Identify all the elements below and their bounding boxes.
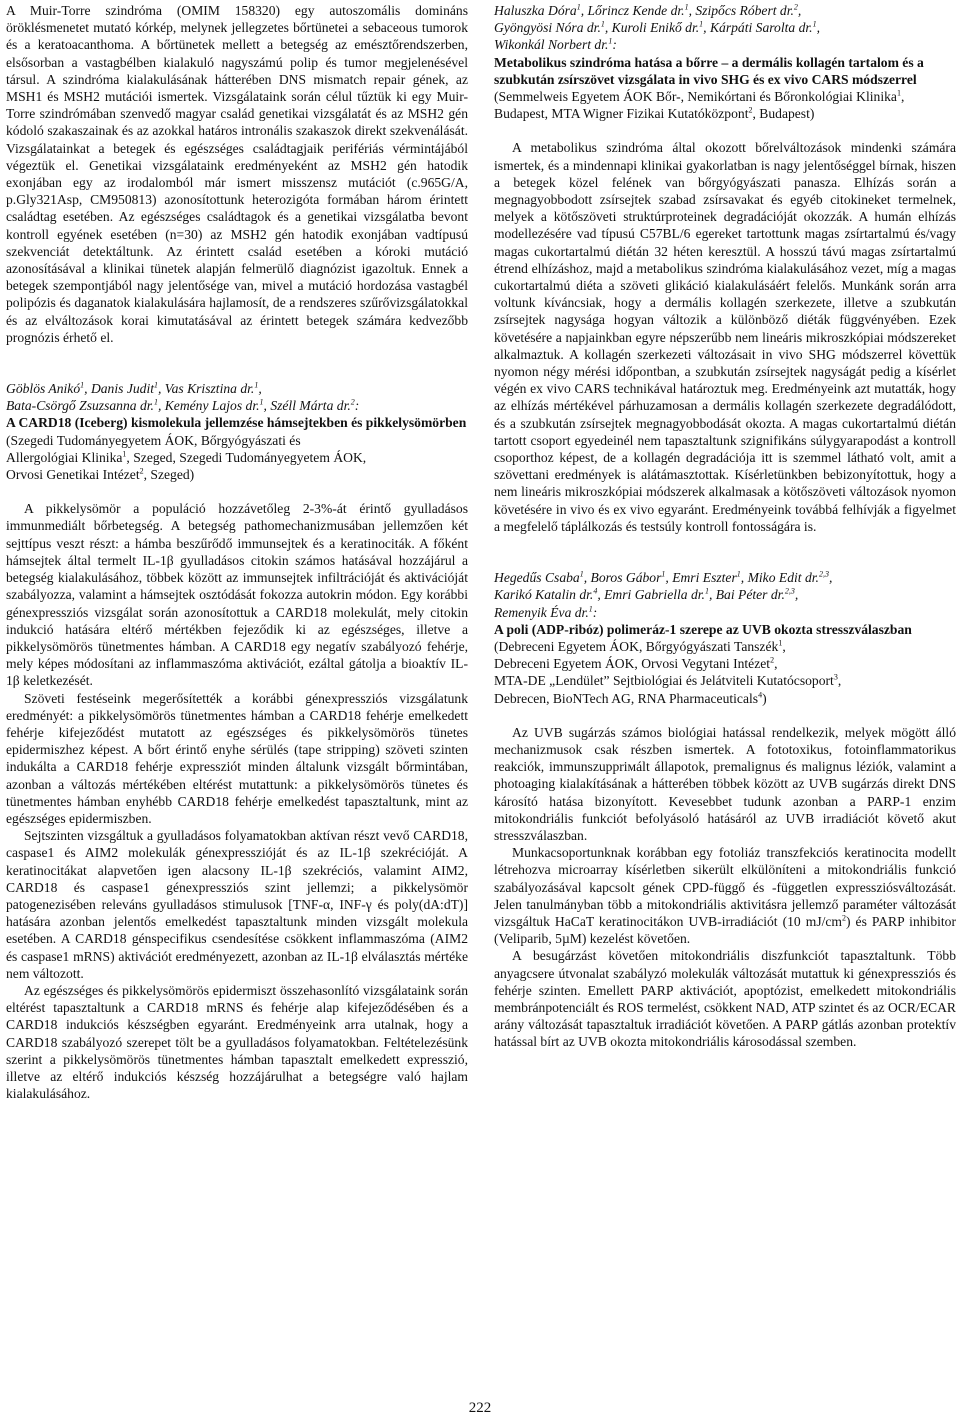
author-name: , Vas Krisztina dr.	[158, 381, 255, 397]
affiliation-line: ,	[774, 656, 778, 672]
affiliation-marker: 1	[684, 2, 689, 12]
affiliation-line: , Szeged)	[143, 467, 195, 483]
affiliation-line: Orvosi Genetikai Intézet	[6, 467, 140, 483]
affiliation-line: , Budapest)	[752, 106, 815, 122]
author-name: Wikonkál Norbert dr.	[494, 37, 609, 53]
abstract-muir-torre-text: A Muir-Torre szindróma (OMIM 158320) egy autoszomális domináns öröklésmenetet mutató kórkép, melynek jellegzetes bőrtünetei a sebaceous tumorok és a keratoacanthoma. A bőrtünetek mellett a betegség az emésztőrendszerben, elsősorban a vastagbélben kialakuló nagyszámú polip és tumor megjelenésével társul. A szindróma kialakulásának hátterében DNS mismatch repair gének, az MSH1 és MSH2 mutációi ismertek. Vizsgálataink során célul tűztük ki egy Muir-Torre szindrómában szenvedő magyar család genetikai vizsgálatát és az MSH2 gén kódoló szakaszainak és az azokkal határos intronális szakaszok direkt szekvenálását. Vizsgálatainkat a betegek és egészséges családtagjaik perifériás vérmintájából végeztük el. Genetikai vizsgálataink eredményeként az MSH2 gén hatodik exonjában egy az irodalomból már ismert misszensz mutációt (c.965G/A, p.Gly321Asp, CM950813) azonosítottunk heterozigóta formában három érintett családtag esetében. Az egészséges családtagok és a genetikai vizsgálatba bevont kontroll egyének esetében (n=30) az MSH2 gén hatodik exonjában vadtípusú szekvenciát detektáltunk. Az érintett család esetében a kóroki mutáció azonosításával a klinikai tünetek alapján felmerülő diagnózist igazoltuk. Ennek a betegek szempontjából nagy jelentősége van, mivel a mutáció hordozása vastagbél polipózis és daganatok kialakulására hajlamosít, de a rendszeres szűrővizsgálatokkal és az elváltozások korai kimutatásával az érintett betegek számára kedvezőbb prognózis érhető el.	[6, 3, 468, 345]
affiliation-marker: 1	[608, 36, 613, 46]
affiliation-line: ,	[782, 638, 786, 654]
affiliation-marker: 1	[736, 569, 741, 579]
author-name: Gyöngyösi Nóra dr.	[494, 20, 601, 36]
abstract-parp-paragraph: Az UVB sugárzás számos biológiai hatással rendelkezik, melyek mögött álló mechanizmusok csak részben ismertek. A fototoxikus, fotoinflammatorikus reakciók, immunszuppriмált állapotok, premalignus és malignus léziók, valamint a photoaging kialakításának a hátterében többek között az UVB sugárzás direkt DNS károsító hatása bizonyított. Kevesebbet tudunk azonban a PARP-1 enzim mitokondriális funkciót befolyásoló hatásáról az UVB irradiációt követő akut stresszválaszban.	[494, 724, 956, 843]
author-name: Hegedűs Csaba	[494, 570, 580, 586]
affiliation-metabolic	[494, 88, 956, 122]
spacer	[494, 707, 956, 724]
affiliation-line: (Szegedi Tudományegyetem ÁOK, Bőrgyógyászati és	[6, 432, 301, 448]
author-end: :	[592, 604, 598, 620]
spacer	[6, 346, 468, 380]
author-name: Karikó Katalin dr.	[494, 587, 594, 603]
author-end: :	[612, 37, 617, 53]
affiliation-line: ,	[837, 673, 842, 689]
author-name: , Lőrincz Kende dr.	[580, 3, 685, 18]
affiliation-line: Allergológiai Klinika	[6, 449, 123, 465]
author-name: , Szipőcs Róbert dr.	[688, 3, 794, 18]
affiliation-marker: 2	[350, 397, 355, 407]
left-column	[6, 2, 468, 1102]
author-name: , Danis Judit	[84, 381, 154, 397]
abstract-card18-paragraph: Szöveti festéseink megerősítették a korábbi génexpressziós vizsgálatunk eredményét: a pikkelysömörös tünetmentes hámban a CARD18 fehérje emelkedett fehérje kifejeződést mutatott az egészséges és pikkelysömörös tünetes epidermiszhez képest. A bőrt érintő enyhe sérülés (tape stripping) szöveti szinten indukálta a CARD18 fehérje expressziót minden általunk vizsgált bőrmintában, azonban a változás mértékében eltérést mutattunk: a pikkelysömörös tünetes és tünetmentes hámban enyhébb CARD18 fehérje emelkedést tapasztaltunk, mint az egészséges epidermiszben.	[6, 690, 468, 826]
affiliation-line: Debreceni Egyetem ÁOK, Orvosi Vegytani Intézet	[494, 656, 771, 672]
affiliation-marker: 1	[122, 449, 127, 459]
author-name: , Boros Gábor	[583, 570, 662, 586]
author-end: :	[354, 398, 360, 414]
affiliation-marker: 2,3	[818, 569, 829, 579]
affiliation-line: , Budapest, MTA Wigner Fizikai Kutatóközpont	[494, 89, 905, 122]
abstract-card18-paragraph: A pikkelysömör a populáció hozzávetőleg 2-3%-át érintő gyulladásos immunmediált bőrbetegség. A betegség pathomechanizmusában jellemzően két sejttípus veszt részt: a hámba beszűrődő immunsejtek és a keratinociták. A főként hámsejtek által termelt IL-1β gyulladásos citokin számos hatásával hozzájárul a betegség kialakulásához, többek között az immunsejtek infiltrációját és aktivációját szabályozza, valamint a hámsejtek osztódását fokozza autokrin módon. Egy korábbi génexpressziós vizsgálat során azonosítottuk a CARD18 molekulát, mely citokin indukció hatására eltérő mértékben fejeződik ki az egészséges, illetve a pikkelysömörös tünetmentes hámban. A CARD18 egy negatív szabályozó fehérje, mely képes módosítani az inflammaszóma aktivációt, ezáltal gátolja a bioaktív IL-1β keletkezését.	[6, 501, 468, 689]
affiliation-marker: 1	[259, 397, 264, 407]
author-name: , Széll Márta dr.	[263, 398, 351, 414]
author-name: , Kuroli Enikő dr.	[604, 20, 700, 36]
affiliation-marker: 4	[593, 586, 598, 596]
affiliation-line: , Szeged, Szegedi Tudományegyetem ÁOK,	[126, 449, 367, 465]
authors-card18: Göblös Anikó$^1$, Danis Judit$^1$, Vas Krisztina dr.$^1$, Bata-Csörgő Zsuzsanna dr.$^1$, Kemény Lajos dr.$^1$, Széll Márta dr.$^2$:	[6, 380, 360, 414]
affiliation-marker: 1	[588, 603, 593, 613]
affiliation-marker: 1	[579, 569, 584, 579]
unit-superscript: 2	[842, 913, 846, 923]
author-name: ,	[797, 3, 802, 18]
affiliation-marker: 2	[139, 466, 144, 476]
affiliation-marker: 2	[770, 655, 775, 665]
paragraph-text: Munkacsoportunknak korábban egy fotoliáz transzfekciós keratinocita modellt létrehozva microarray kísérletben sikerült elkülöníteni a mitokondriális funkció szabályozásával kapcsolt gének CPD-függő és -független expressziósváltozását. Jelen tanulmányban több a mitokondriális aktivitásra jellemző paraméter változását vizsgáltuk HaCaT keratinocitákon UVB-irradiációt (10 mJ/cm	[494, 845, 956, 929]
abstract-card18-paragraph: Az egészséges és pikkelysömörös epidermiszt összehasonlító vizsgálataink során eltérést tapasztaltunk a CARD18 mRNS és fehérje alap kifejeződésében és a CARD18 indukciós készségben egyaránt. Eredményeink arra utalnak, hogy a CARD18 szabályozó szerepet tölt be a gyulladásos folyamatokban. Feltételezésünk szerint a pikkelysömörös tünetmentes hámban tapasztalt emelkedett expresszió, illetve az eltérő indukciós készség hozzájárulhat a betegségre való hajlam kialakulásához.	[6, 982, 468, 1102]
spacer	[494, 535, 956, 569]
author-name: Haluszka Dóra	[494, 3, 577, 18]
affiliation-marker: 1	[699, 19, 704, 29]
affiliation-line: (Debreceni Egyetem ÁOK, Bőrgyógyászati Tanszék	[494, 638, 779, 654]
affiliation-marker: 3	[833, 672, 838, 682]
affiliation-marker: 1	[778, 638, 783, 648]
affiliation-marker: 4	[758, 689, 763, 699]
abstract-parp-paragraph: A besugárzást követően mitokondriális diszfunkciót tapasztaltunk. Több anyagcsere útvonalat szabályzó molekulák változását mutattuk ki génexpressziós és fehérje szinten. Emellett PARP aktivációt, apoptózist, emelkedett mitokondriális membránpotenciált és ROS termelést, csökkent NAD, ATP szintet és az OCR/ECAR arány változását tapasztaltuk irradiációt követően. A PARP gátlás azonban protektív hatással bírt az UVB okozta mitokondriális károsodással szemben.	[494, 948, 956, 1050]
author-name: , Kemény Lajos dr.	[157, 398, 260, 414]
author-name: , Bai Péter dr.	[708, 587, 785, 603]
author-name: , Emri Eszter	[665, 570, 737, 586]
abstract-title-parp: A poli (ADP-ribóz) polimeráz-1 szerepe az UVB okozta stresszválaszban	[494, 621, 912, 637]
abstract-title-metabolic: Metabolikus szindróma hatása a bőrre – a dermális kollagén tartalom és a szubkután zsírszövet vizsgálata in vivo SHG és ex vivo CARS módszerrel	[494, 54, 924, 87]
affiliation-marker: 2,3	[784, 586, 795, 596]
abstract-card18-paragraph: Sejtszinten vizsgáltuk a gyulladásos folyamatokban aktívan részt vevő CARD18, caspase1 és AIM2 molekulák génexpresszióját és az IL-1β szekrécióját. A keratinocitákat alapvetően igen alacsony IL-1β szekréciós, valamint AIM2, CARD18 és caspase1 génexpressziós szint jellemzi; a pikkelysömör patogenezisében releváns gyulladásos stimulusok [TNF-α, INF-γ és poly(dA:dT)] hatására azonban jelentős emelkedést tapasztaltunk minden vizsgált molekula esetében. A CARD18 génspecifikus csendesítése csökkent inflammaszóma (AIM2 és caspase1 mRNS) aktivációt eredményezett, azonban az IL-1β elválasztás mértéke nem változott.	[6, 828, 468, 981]
affiliation-marker: 2	[793, 2, 798, 12]
affiliation-line: (Semmelweis Egyetem ÁOK Bőr-, Nemikórtani és Bőronkológiai Klinika	[494, 89, 897, 105]
affiliation-marker: 1	[254, 380, 259, 390]
author-name: , Miko Edit dr.	[740, 570, 819, 586]
author-name: , Kárpáti Sarolta dr.	[703, 20, 813, 36]
affiliation-parp	[494, 638, 956, 707]
affiliation-card18	[6, 432, 468, 484]
affiliation-marker: 1	[661, 569, 666, 579]
affiliation-line: MTA-DE „Lendület” Sejtbiológiai és Jelátviteli Kutatócsoport	[494, 673, 834, 689]
affiliation-marker: 1	[153, 397, 158, 407]
author-name: ,	[816, 20, 820, 36]
affiliation-marker: 1	[704, 586, 709, 596]
author-name: ,	[794, 587, 799, 603]
author-name: Remenyik Éva dr.	[494, 604, 589, 620]
spacer	[494, 122, 956, 139]
paragraph-text: ) és PARP inhibitor (Veliparib, 5µM) kezelést követően.	[494, 913, 956, 947]
affiliation-marker: 1	[154, 380, 158, 390]
affiliation-marker: 1	[896, 88, 901, 98]
author-name: ,	[828, 570, 833, 586]
author-name: Bata-Csörgő Zsuzsanna dr.	[6, 398, 154, 414]
page-number: 222	[468, 1400, 492, 1416]
right-column	[494, 2, 956, 1051]
spacer	[6, 483, 468, 500]
authors-metabolic	[494, 2, 956, 54]
affiliation-marker: 1	[576, 2, 581, 12]
affiliation-marker: 2	[748, 105, 753, 115]
authors-parp	[494, 569, 956, 621]
abstract-metabolic-paragraph: A metabolikus szindróma által okozott bőrelváltozások mindenki számára ismertek, és a mindennapi klinikai gyakorlatban is nagy jelentőséggel bírnak, hiszen a betegek közel felének van bőrgyógyászati panasza. Elhízás során a megnagyobbodott zsírsejtek szabad zsírsavakat és egyéb citokineket termelnek, melyek a kötőszöveti struktúrproteinek degradációját okozzák. A humán elhízás modellezésére vad típusú C57BL/6 egereket tartottunk magas zsírtartalmú és/vagy magas cukortartalmú diétán 32 héten keresztül. A hosszú távú magas zsírtartalmú étrend elhízáshoz, majd a metabolikus szindróma kialakulásához vezet, míg a magas cukortartalmú diéta a szöveti glikáció kialakulásáért felelős. Munkánk során arra voltunk kíváncsiak, hogy a dermális kollagén szerkezete, illetve a szubkután zsírsejtek nagysága hogyan változik a különböző diéták függvényében. Ezek követésére a napjainkban egyre népszerűbb nem lineáris mikroszkópiai módszereket alkalmaztuk. A kollagén szerkezeti változásait in vivo SHG módszerrel követtük nyomon négy mérési időpontban, a szubkután zsírsejtek nagyságát pedig a kísérlet végén ex vivo CARS technikával határoztuk meg. Eredményeink azt mutatták, hogy az elhízás mértékével párhuzamosan a dermális kollagén szerkezete degradálódott, és a szubkután zsírsejtek megnagyobbodását okozta. A magas cukortartalmú diétán tartott csoport egyedeinél nem tapasztaltunk szignifikáns súlygyarapodást a kontroll csoporthoz képest, de a kollagén degradációja itt is szemmel látható volt, amit a szövettani eredmények is alátámasztottak. Kísérletünkben bebizonyítottuk, hogy a nem lineáris mikroszkópiai módszerek alkalmasak a kötőszöveti változások nyomon követésére in vivo és ex vivo egyaránt. Eredményeink továbbá felhívják a figyelmet a megfelelő táplálkozás és testsúly kontroll fontosságára is.	[494, 140, 956, 534]
affiliation-line: )	[762, 690, 767, 706]
affiliation-marker: 1	[600, 19, 605, 29]
author-name: , Emri Gabriella dr.	[597, 587, 705, 603]
abstract-title-card18: A CARD18 (Iceberg) kismolekula jellemzése hámsejtekben és pikkelysömörben	[6, 415, 467, 431]
abstract-parp-paragraph	[494, 844, 956, 947]
affiliation-marker: 1	[812, 19, 817, 29]
affiliation-line: Debrecen, BioNTech AG, RNA Pharmaceuticals	[494, 690, 759, 706]
author-name: Göblös Anikó	[6, 381, 81, 397]
affiliation-marker: 1	[80, 380, 85, 390]
